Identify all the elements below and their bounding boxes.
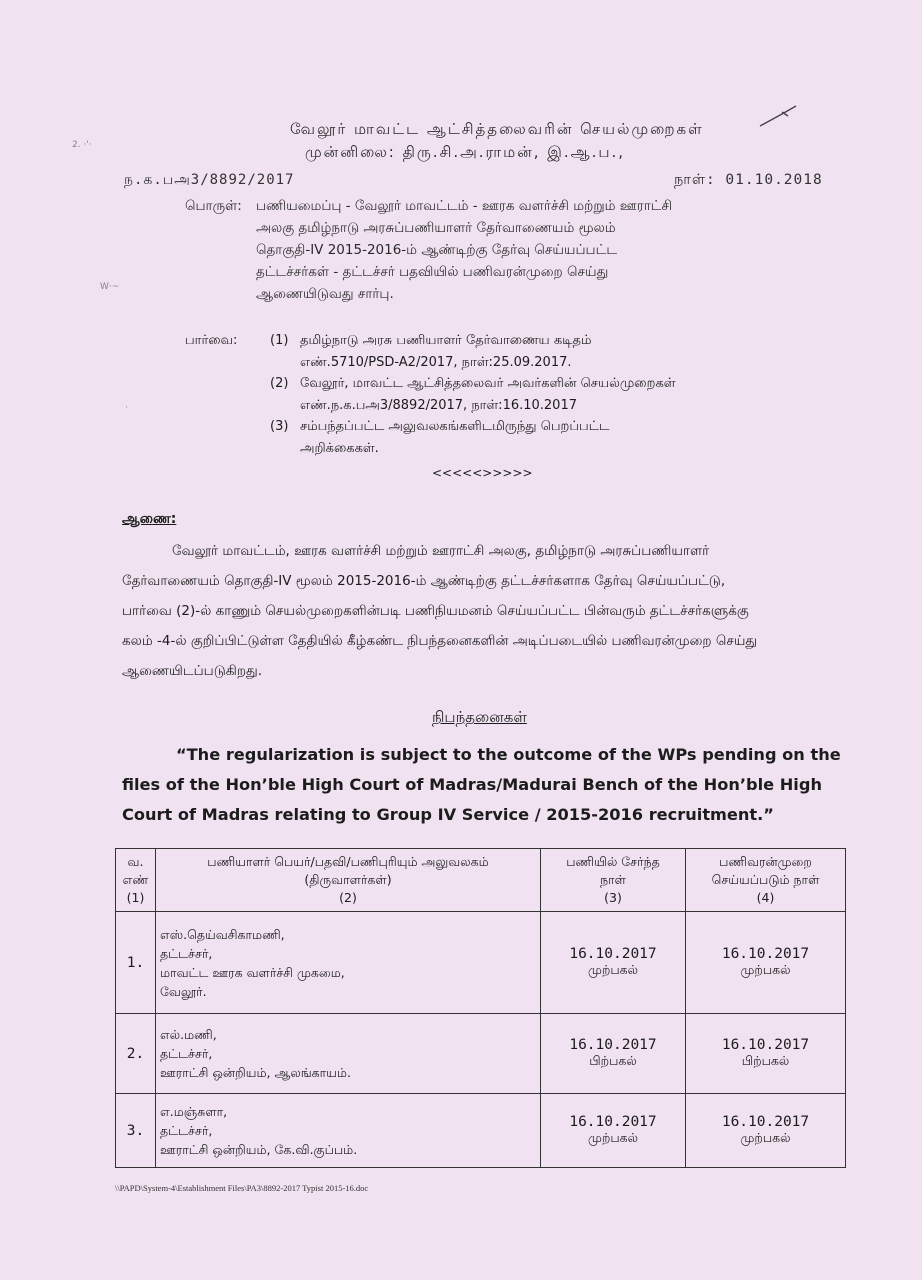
subject-label: பொருள்: bbox=[185, 198, 242, 214]
subject-line: அலகு தமிழ்நாடு அரசுப்பணியாளர் தேர்வாணையம் மூலம் bbox=[256, 220, 616, 236]
condition-line: “The regularization is subject to the outcome of the WPs pending on the bbox=[176, 745, 841, 764]
order-line: கலம் -4-ல் குறிப்பிட்டுள்ள தேதியில் கீழ்கண்ட நிபந்தனைகளின் அடிப்படையில் பணிவரன்முறை செய்து bbox=[122, 633, 758, 649]
order-line: தேர்வாணையம் தொகுதி-IV மூலம் 2015-2016-ம் ஆண்டிற்கு தட்டச்சர்களாக தேர்வு செய்யப்பட்டு, bbox=[122, 573, 726, 589]
header-text: பணியாளர் பெயர்/பதவி/பணிபுரியும் அலுவலகம் bbox=[207, 854, 489, 869]
row-joined bbox=[541, 1014, 686, 1094]
header-number: (1) bbox=[126, 890, 145, 905]
reference-line: சம்பந்தப்பட்ட அலுவலகங்களிடமிருந்து பெறப்பட்ட bbox=[300, 419, 610, 434]
references-list bbox=[270, 330, 790, 459]
reference-number: (3) bbox=[270, 419, 289, 434]
order-paragraph bbox=[122, 536, 856, 686]
reference-line: அறிக்கைகள். bbox=[300, 440, 379, 456]
detail-line: ஊராட்சி ஒன்றியம், ஆலங்காயம். bbox=[160, 1065, 351, 1080]
reference-line: எண்.ந.க.பஅ3/8892/2017, நாள்:16.10.2017 bbox=[300, 397, 577, 413]
header-text: பணியில் சேர்ந்த bbox=[566, 854, 660, 869]
regularized-date: 16.10.2017 bbox=[721, 1114, 810, 1130]
office-title: வேலூர் மாவட்ட ஆட்சித்தலைவரின் செயல்முறைகள் bbox=[290, 120, 704, 138]
detail-line: தட்டச்சர், bbox=[160, 1046, 213, 1061]
order-heading: ஆணை: bbox=[122, 511, 177, 527]
presiding-officer: முன்னிலை: திரு.சி.அ.ராமன், இ.ஆ.ப., bbox=[305, 143, 626, 161]
regularized-session: முற்பகல் bbox=[740, 962, 791, 977]
row-regularized bbox=[686, 912, 846, 1014]
reference-line: எண்.5710/PSD-A2/2017, நாள்:25.09.2017. bbox=[300, 354, 572, 370]
condition-line: files of the Hon’ble High Court of Madras/Madurai Bench of the Hon’ble High bbox=[122, 775, 822, 794]
col-header-sno bbox=[116, 849, 156, 912]
row-serial: 2. bbox=[116, 1014, 156, 1094]
col-header-regularized bbox=[686, 849, 846, 912]
subject-text bbox=[256, 195, 776, 305]
detail-line: மாவட்ட ஊரக வளர்ச்சி முகமை, bbox=[160, 964, 345, 980]
joined-date: 16.10.2017 bbox=[569, 1037, 657, 1053]
header-text: பணிவரன்முறை bbox=[719, 854, 812, 869]
header-number: (4) bbox=[756, 890, 775, 905]
regularized-date: 16.10.2017 bbox=[721, 1037, 810, 1053]
subject-line: பணியமைப்பு - வேலூர் மாவட்டம் - ஊரக வளர்ச்சி மற்றும் ஊராட்சி bbox=[256, 198, 673, 214]
order-line: வேலூர் மாவட்டம், ஊரக வளர்ச்சி மற்றும் ஊராட்சி அலகு, தமிழ்நாடு அரசுப்பணியாளர் bbox=[172, 543, 710, 559]
header-text: எண் bbox=[122, 872, 149, 887]
header-text: (திருவாளர்கள்) bbox=[304, 872, 392, 887]
references-label: பார்வை: bbox=[185, 333, 238, 348]
joined-date: 16.10.2017 bbox=[569, 946, 657, 962]
detail-line: எல்.மணி, bbox=[160, 1027, 217, 1042]
joined-date: 16.10.2017 bbox=[569, 1114, 657, 1130]
reference-line: தமிழ்நாடு அரசு பணியாளர் தேர்வாணைய கடிதம் bbox=[300, 333, 592, 348]
regularized-date: 16.10.2017 bbox=[721, 946, 810, 962]
separator: <<<<<>>>>> bbox=[432, 466, 533, 480]
regularized-session: முற்பகல் bbox=[740, 1130, 791, 1145]
reference-item bbox=[270, 416, 790, 459]
col-header-details bbox=[156, 849, 541, 912]
header-text: செய்யப்படும் நாள் bbox=[711, 872, 820, 887]
reference-item bbox=[270, 373, 790, 416]
row-regularized bbox=[686, 1014, 846, 1094]
row-joined bbox=[541, 912, 686, 1014]
document-date: நாள்: 01.10.2018 bbox=[674, 172, 823, 188]
margin-mark: · bbox=[125, 403, 128, 413]
subject-line: தொகுதி-IV 2015-2016-ம் ஆண்டிற்கு தேர்வு செய்யப்பட்ட bbox=[256, 242, 618, 258]
table-row bbox=[116, 1014, 846, 1094]
order-line: ஆணையிடப்படுகிறது. bbox=[122, 663, 263, 679]
row-joined bbox=[541, 1094, 686, 1168]
reference-number: (2) bbox=[270, 376, 289, 391]
detail-line: வேலூர். bbox=[160, 983, 207, 999]
col-header-joined bbox=[541, 849, 686, 912]
table-row bbox=[116, 1094, 846, 1168]
detail-line: ஊராட்சி ஒன்றியம், கே.வி.குப்பம். bbox=[160, 1142, 358, 1157]
joined-session: முற்பகல் bbox=[587, 962, 639, 977]
order-line: பார்வை (2)-ல் காணும் செயல்முறைகளின்படி பணிநியமனம் செய்யப்பட்ட பின்வரும் தட்டச்சர்களுக்கு bbox=[122, 603, 749, 619]
condition-line: Court of Madras relating to Group IV Service / 2015-2016 recruitment.” bbox=[122, 805, 774, 824]
subject-line: தட்டச்சர்கள் - தட்டச்சர் பதவியில் பணிவரன்முறை செய்து bbox=[256, 264, 609, 280]
detail-line: தட்டச்சர், bbox=[160, 1123, 213, 1138]
row-details bbox=[156, 1094, 541, 1168]
table-row bbox=[116, 912, 846, 1014]
reference-line: வேலூர், மாவட்ட ஆட்சித்தலைவர் அவர்களின் செயல்முறைகள் bbox=[300, 376, 676, 391]
reference-number: ந.க.பஅ3/8892/2017 bbox=[124, 172, 295, 188]
header-text: வ. bbox=[127, 854, 144, 869]
regularized-session: பிற்பகல் bbox=[741, 1053, 790, 1068]
header-number: (3) bbox=[604, 890, 622, 905]
detail-line: எ.மஞ்சுளா, bbox=[160, 1104, 228, 1119]
row-serial: 3. bbox=[116, 1094, 156, 1168]
margin-mark: 2. ·'· bbox=[72, 140, 92, 150]
file-path-footer: \\PAPD\System-4\Establishment Files\PA3\8892-2017 Typist 2015-16.doc bbox=[115, 1183, 369, 1193]
row-details bbox=[156, 1014, 541, 1094]
pen-mark-icon bbox=[758, 104, 798, 128]
row-details bbox=[156, 912, 541, 1014]
detail-line: எஸ்.தெய்வசிகாமணி, bbox=[160, 926, 285, 942]
detail-line: தட்டச்சர், bbox=[160, 945, 213, 961]
joined-session: பிற்பகல் bbox=[589, 1053, 637, 1068]
row-regularized bbox=[686, 1094, 846, 1168]
joined-session: முற்பகல் bbox=[587, 1130, 639, 1145]
reference-number: (1) bbox=[270, 333, 289, 348]
conditions-heading: நிபந்தனைகள் bbox=[432, 708, 527, 726]
conditions-text bbox=[122, 740, 862, 830]
subject-line: ஆணையிடுவது சார்பு. bbox=[256, 286, 394, 302]
header-text: நாள் bbox=[600, 872, 626, 887]
regularization-table bbox=[115, 848, 846, 1168]
header-number: (2) bbox=[339, 890, 357, 905]
row-serial: 1. bbox=[116, 912, 156, 1014]
table-header-row bbox=[116, 849, 846, 912]
margin-mark: W·~ bbox=[100, 282, 120, 292]
reference-item bbox=[270, 330, 790, 373]
